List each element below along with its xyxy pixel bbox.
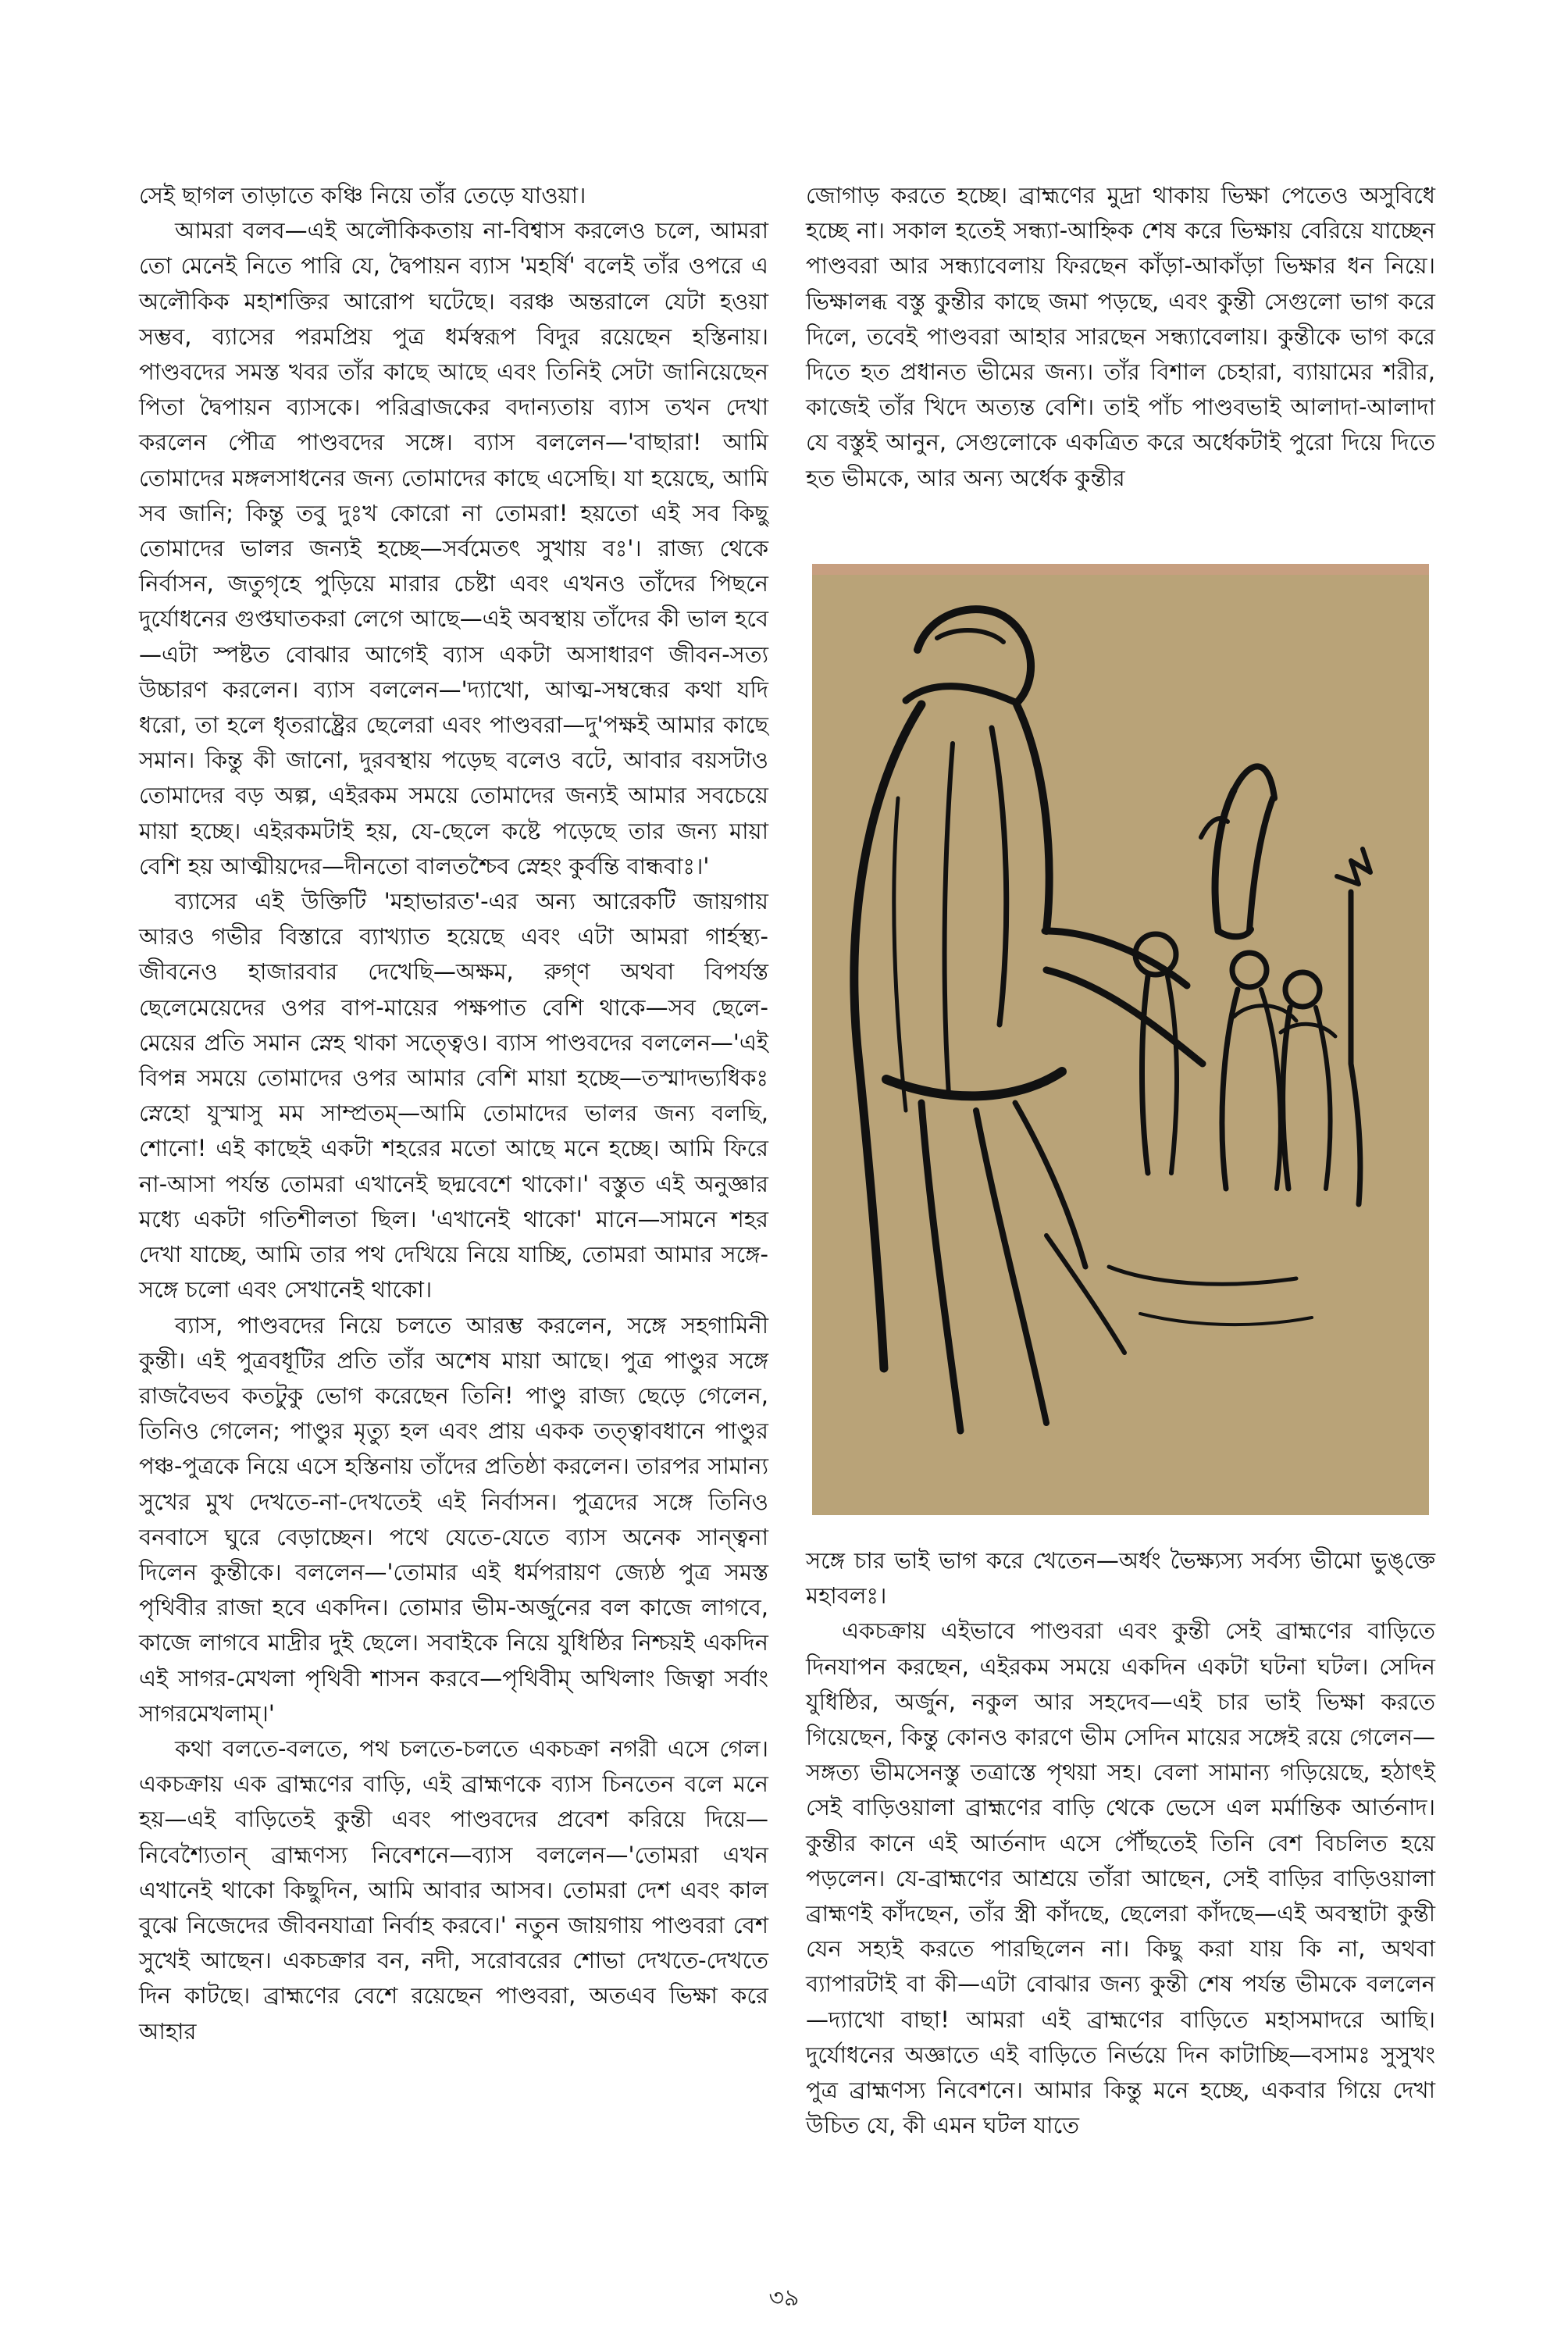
- paragraph: ব্যাস, পাণ্ডবদের নিয়ে চলতে আরম্ভ করলেন, সঙ্গে সহগামিনী কুন্তী। এই পুত্রবধূটির প্রতি তাঁর অশেষ মায়া আছে। পুত্র পাণ্ডুর সঙ্গে রাজবৈভব কতটুকু ভোগ করেছেন তিনি! পাণ্ডু রাজ্য ছেড়ে গেলেন, তিনিও গেলেন; পাণ্ডুর মৃত্যু হল এবং প্রায় একক তত্ত্বাবধানে পাণ্ডুর পঞ্চ-পুত্রকে নিয়ে এসে হস্তিনায় তাঁদের প্রতিষ্ঠা করলেন। তারপর সামান্য সুখের মুখ দেখতে-না-দেখতেই এই নির্বাসন। পুত্রদের সঙ্গে তিনিও বনবাসে ঘুরে বেড়াচ্ছেন। পথে যেতে-যেতে ব্যাস অনেক সান্ত্বনা দিলেন কুন্তীকে। বললেন—'তোমার এই ধর্মপরায়ণ জ্যেষ্ঠ পুত্র সমস্ত পৃথিবীর রাজা হবে একদিন। তোমার ভীম-অর্জুনের বল কাজে লাগবে, কাজে লাগবে মাদ্রীর দুই ছেলে। সবাইকে নিয়ে যুধিষ্ঠির নিশ্চয়ই একদিন এই সাগর-মেখলা পৃথিবী শাসন করবে—পৃথিবীম্ অখিলাং জিত্বা সর্বাং সাগরমেখলাম্।': [139, 1311, 768, 1727]
- paragraph: সেই ছাগল তাড়াতে কঞ্চি নিয়ে তাঁর তেড়ে যাওয়া।: [139, 182, 586, 209]
- paragraph: সঙ্গে চার ভাই ভাগ করে খেতেন—অর্ধং ভৈক্ষ্যস্য সর্বস্য ভীমো ভুঙ্‌ক্তে মহাবলঃ।: [806, 1547, 1435, 1610]
- right-column-bottom: [806, 1543, 1435, 2143]
- vyasa-with-pandavas-drawing: [812, 564, 1429, 1515]
- illustration: [812, 564, 1429, 1515]
- left-column: [139, 178, 768, 2049]
- paragraph: জোগাড় করতে হচ্ছে। ব্রাহ্মণের মুদ্রা থাকায় ভিক্ষা পেতেও অসুবিধে হচ্ছে না। সকাল হতেই সন্ধ্যা-আহ্নিক শেষ করে ভিক্ষায় বেরিয়ে যাচ্ছেন পাণ্ডবরা আর সন্ধ্যাবেলায় ফিরছেন কাঁড়া-আকাঁড়া ভিক্ষার ধন নিয়ে। ভিক্ষালব্ধ বস্তু কুন্তীর কাছে জমা পড়ছে, এবং কুন্তী সেগুলো ভাগ করে দিলে, তবেই পাণ্ডবরা আহার সারছেন সন্ধ্যাবেলায়। কুন্তীকে ভাগ করে দিতে হত প্রধানত ভীমের জন্য। তাঁর বিশাল চেহারা, ব্যায়ামের শরীর, কাজেই তাঁর খিদে অত্যন্ত বেশি। তাই পাঁচ পাণ্ডবভাই আলাদা-আলাদা যে বস্তুই আনুন, সেগুলোকে একত্রিত করে অর্ধেকটাই পুরো দিয়ে দিতে হত ভীমকে, আর অন্য অর্ধেক কুন্তীর: [806, 182, 1435, 491]
- paragraph: একচক্রায় এইভাবে পাণ্ডবরা এবং কুন্তী সেই ব্রাহ্মণের বাড়িতে দিনযাপন করছেন, এইরকম সময়ে একদিন একটা ঘটনা ঘটল। সেদিন যুধিষ্ঠির, অর্জুন, নকুল আর সহদেব—এই চার ভাই ভিক্ষা করতে গিয়েছেন, কিন্তু কোনও কারণে ভীম সেদিন মায়ের সঙ্গেই রয়ে গেলেন—সঙ্গত্য ভীমসেনস্তু তত্রাস্তে পৃথয়া সহ। বেলা সামান্য গড়িয়েছে, হঠাৎই সেই বাড়িওয়ালা ব্রাহ্মণের বাড়ি থেকে ভেসে এল মর্মান্তিক আর্তনাদ। কুন্তীর কানে এই আর্তনাদ এসে পৌঁছতেই তিনি বেশ বিচলিত হয়ে পড়লেন। যে-ব্রাহ্মণের আশ্রয়ে তাঁরা আছেন, সেই বাড়ির বাড়িওয়ালা ব্রাহ্মণই কাঁদছেন, তাঁর স্ত্রী কাঁদছে, ছেলেরা কাঁদছে—এই অবস্থাটা কুন্তী যেন সহ্যই করতে পারছিলেন না। কিছু করা যায় কি না, অথবা ব্যাপারটাই বা কী—এটা বোঝার জন্য কুন্তী শেষ পর্যন্ত ভীমকে বললেন—দ্যাখো বাছা! আমরা এই ব্রাহ্মণের বাড়িতে মহাসমাদরে আছি। দুর্যোধনের অজ্ঞাতে এই বাড়িতে নির্ভয়ে দিন কাটাচ্ছি—বসামঃ সুসুখং পুত্র ব্রাহ্মণস্য নিবেশনে। আমার কিন্তু মনে হচ্ছে, একবার গিয়ে দেখা উচিত যে, কী এমন ঘটল যাতে: [806, 1617, 1435, 2139]
- paragraph: কথা বলতে-বলতে, পথ চলতে-চলতে একচক্রা নগরী এসে গেল। একচক্রায় এক ব্রাহ্মণের বাড়ি, এই ব্রাহ্মণকে ব্যাস চিনতেন বলে মনে হয়—এই বাড়িতেই কুন্তী এবং পাণ্ডবদের প্রবেশ করিয়ে দিয়ে—নিবেশ্যৈতান্ ব্রাহ্মণস্য নিবেশনে—ব্যাস বললেন—'তোমরা এখন এখানেই থাকো কিছুদিন, আমি আবার আসব। তোমরা দেশ এবং কাল বুঝে নিজেদের জীবনযাত্রা নির্বাহ করবে।' নতুন জায়গায় পাণ্ডবরা বেশ সুখেই আছেন। একচক্রার বন, নদী, সরোবরের শোভা দেখতে-দেখতে দিন কাটছে। ব্রাহ্মণের বেশে রয়েছেন পাণ্ডবরা, অতএব ভিক্ষা করে আহার: [139, 1735, 768, 2045]
- paragraph: আমরা বলব—এই অলৌকিকতায় না-বিশ্বাস করলেও চলে, আমরা তো মেনেই নিতে পারি যে, দ্বৈপায়ন ব্যাস 'মহর্ষি' বলেই তাঁর ওপরে এ অলৌকিক মহাশক্তির আরোপ ঘটেছে। বরঞ্চ অন্তরালে যেটা হওয়া সম্ভব, ব্যাসের পরমপ্রিয় পুত্র ধর্মস্বরূপ বিদুর রয়েছেন হস্তিনায়। পাণ্ডবদের সমস্ত খবর তাঁর কাছে আছে এবং তিনিই সেটা জানিয়েছেন পিতা দ্বৈপায়ন ব্যাসকে। পরিব্রাজকের বদান্যতায় ব্যাস তখন দেখা করলেন পৌত্র পাণ্ডবদের সঙ্গে। ব্যাস বললেন—'বাছারা! আমি তোমাদের মঙ্গলসাধনের জন্য তোমাদের কাছে এসেছি। যা হয়েছে, আমি সব জানি; কিন্তু তবু দুঃখ কোরো না তোমরা! হয়তো এই সব কিছু তোমাদের ভালর জন্যই হচ্ছে—সর্বমেতৎ সুখায় বঃ'। রাজ্য থেকে নির্বাসন, জতুগৃহে পুড়িয়ে মারার চেষ্টা এবং এখনও তাঁদের পিছনে দুর্যোধনের গুপ্তঘাতকরা লেগে আছে—এই অবস্থায় তাঁদের কী ভাল হবে—এটা স্পষ্টত বোঝার আগেই ব্যাস একটা অসাধারণ জীবন-সত্য উচ্চারণ করলেন। ব্যাস বললেন—'দ্যাখো, আত্ম-সম্বন্ধের কথা যদি ধরো, তা হলে ধৃতরাষ্ট্রের ছেলেরা এবং পাণ্ডবরা—দু'পক্ষই আমার কাছে সমান। কিন্তু কী জানো, দুরবস্থায় পড়েছ বলেও বটে, আবার বয়সটাও তোমাদের বড় অল্প, এইরকম সময়ে তোমাদের জন্যই আমার সবচেয়ে মায়া হচ্ছে। এইরকমটাই হয়, যে-ছেলে কষ্টে পড়েছে তার জন্য মায়া বেশি হয় আত্মীয়দের—দীনতো বালতশ্চৈব স্নেহং কুর্বন্তি বান্ধবাঃ।': [139, 217, 768, 879]
- page-number: ৩৯: [768, 2284, 800, 2312]
- paragraph: ব্যাসের এই উক্তিটি 'মহাভারত'-এর অন্য আরেকটি জায়গায় আরও গভীর বিস্তারে ব্যাখ্যাত হয়েছে এবং এটা আমরা গার্হস্থ্য-জীবনেও হাজারবার দেখেছি—অক্ষম, রুগ্ণ অথবা বিপর্যস্ত ছেলেমেয়েদের ওপর বাপ-মায়ের পক্ষপাত বেশি থাকে—সব ছেলে-মেয়ের প্রতি সমান স্নেহ থাকা সত্ত্বেও। ব্যাস পাণ্ডবদের বললেন—'এই বিপন্ন সময়ে তোমাদের ওপর আমার বেশি মায়া হচ্ছে—তস্মাদভ্যধিকঃ স্নেহো যুস্মাসু মম সাম্প্রতম্—আমি তোমাদের ভালর জন্য বলছি, শোনো! এই কাছেই একটা শহরের মতো আছে মনে হচ্ছে। আমি ফিরে না-আসা পর্যন্ত তোমরা এখানেই ছদ্মবেশে থাকো।' বস্তুত এই অনুজ্ঞার মধ্যে একটা গতিশীলতা ছিল। 'এখানেই থাকো' মানে—সামনে শহর দেখা যাচ্ছে, আমি তার পথ দেখিয়ে নিয়ে যাচ্ছি, তোমরা আমার সঙ্গে-সঙ্গে চলো এবং সেখানেই থাকো।: [139, 888, 768, 1303]
- right-column-top: [806, 178, 1435, 496]
